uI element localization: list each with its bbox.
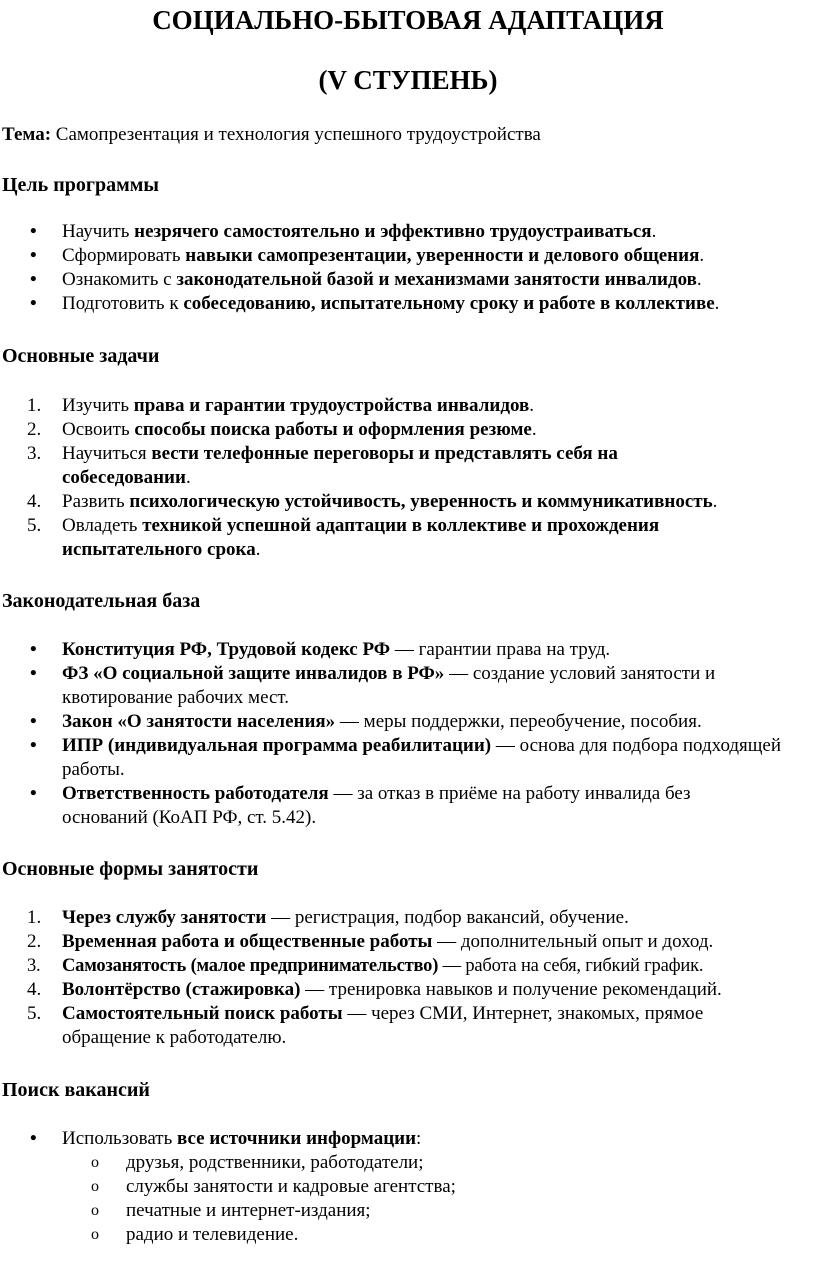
list-number: 2. [27,931,42,952]
list-number: 4. [27,979,42,1000]
forms-heading: Основные формы занятости [2,858,259,880]
list-item: • Закон «О занятости населения» — меры поддержки, переобучение, пособия. [30,711,702,732]
bullet-icon: • [30,269,37,290]
bullet-icon: • [30,221,37,242]
list-item: o печатные и интернет-издания; [91,1200,371,1221]
search-heading: Поиск вакансий [2,1079,150,1101]
bullet-icon: • [30,735,37,756]
forms-list [0,906,812,1050]
bullet-icon: • [30,783,37,804]
list-number: 3. [27,956,41,976]
search-sublist [0,1151,812,1247]
list-item: • ИПР (индивидуальная программа реабилитации) — основа для подбора подходящей работы. [30,735,782,780]
list-item: 3. Научиться вести телефонные переговоры и представлять себя на собеседовании. [27,443,618,488]
list-item: 5. Самостоятельный поиск работы — через СМИ, Интернет, знакомых, прямое обращение к работодателю. [27,1003,704,1048]
list-item: 2. Освоить способы поиска работы и оформления резюме. [27,419,537,440]
list-number: 5. [27,1003,42,1024]
law-heading: Законодательная база [2,590,201,612]
list-item: 4. Развить психологическую устойчивость, уверенность и коммуникативность. [27,491,718,512]
list-item: • ФЗ «О социальной защите инвалидов в РФ» — создание условий занятости и квотирование рабочих мест. [30,663,716,708]
list-item: • Подготовить к собеседованию, испытательному сроку и работе в коллективе. [30,293,720,314]
topic-label: Тема: [2,124,52,145]
goal-heading: Цель программы [2,174,159,196]
list-item: • Использовать все источники информации: [30,1128,422,1149]
bullet-icon: • [30,639,37,660]
list-item: • Конституция РФ, Трудовой кодекс РФ — гарантии права на труд. [30,639,611,660]
bullet-icon: • [30,1128,37,1149]
list-number: 3. [27,443,42,464]
list-item: o службы занятости и кадровые агентства; [91,1176,456,1197]
list-item: 1. Через службу занятости — регистрация, подбор вакансий, обучение. [27,907,629,928]
list-item: 2. Временная работа и общественные работы — дополнительный опыт и доход. [27,931,714,952]
bullet-icon: • [30,293,37,314]
topic-text: Самопрезентация и технология успешного трудоустройства [51,124,541,145]
circle-bullet-icon: o [91,1154,99,1171]
list-item: 1. Изучить права и гарантии трудоустройства инвалидов. [27,395,534,416]
list-item: 4. Волонтёрство (стажировка) — тренировка навыков и получение рекомендаций. [27,979,722,1000]
list-item: • Научить незрячего самостоятельно и эффективно трудоустраиваться. [30,221,657,242]
list-item: 3. Самозанятость (малое предпринимательство) — работа на себя, гибкий график. [27,956,704,976]
circle-bullet-icon: o [91,1226,99,1243]
list-item: • Ответственность работодателя — за отказ в приёме на работу инвалида без оснований (КоАП РФ, ст. 5.42). [30,783,691,828]
search-list [0,1127,812,1151]
list-item: o радио и телевидение. [91,1224,299,1245]
list-number: 1. [27,395,42,416]
tasks-list [0,394,812,562]
list-number: 1. [27,907,42,928]
list-number: 4. [27,491,42,512]
tasks-heading: Основные задачи [2,345,160,367]
list-number: 2. [27,419,42,440]
document-title: СОЦИАЛЬНО-БЫТОВАЯ АДАПТАЦИЯ [152,5,664,35]
law-list [0,638,812,830]
list-item: • Сформировать навыки самопрезентации, уверенности и делового общения. [30,245,705,266]
list-number: 5. [27,515,42,536]
topic-line [2,123,802,147]
circle-bullet-icon: o [91,1178,99,1195]
list-item: • Ознакомить с законодательной базой и механизмами занятости инвалидов. [30,269,702,290]
document-subtitle: (V СТУПЕНЬ) [318,65,498,95]
goal-list [0,220,812,316]
bullet-icon: • [30,245,37,266]
list-item: 5. Овладеть техникой успешной адаптации в коллективе и прохождения испытательного срока. [27,515,660,560]
bullet-icon: • [30,711,37,732]
list-item: o друзья, родственники, работодатели; [91,1152,424,1173]
bullet-icon: • [30,663,37,684]
circle-bullet-icon: o [91,1202,99,1219]
